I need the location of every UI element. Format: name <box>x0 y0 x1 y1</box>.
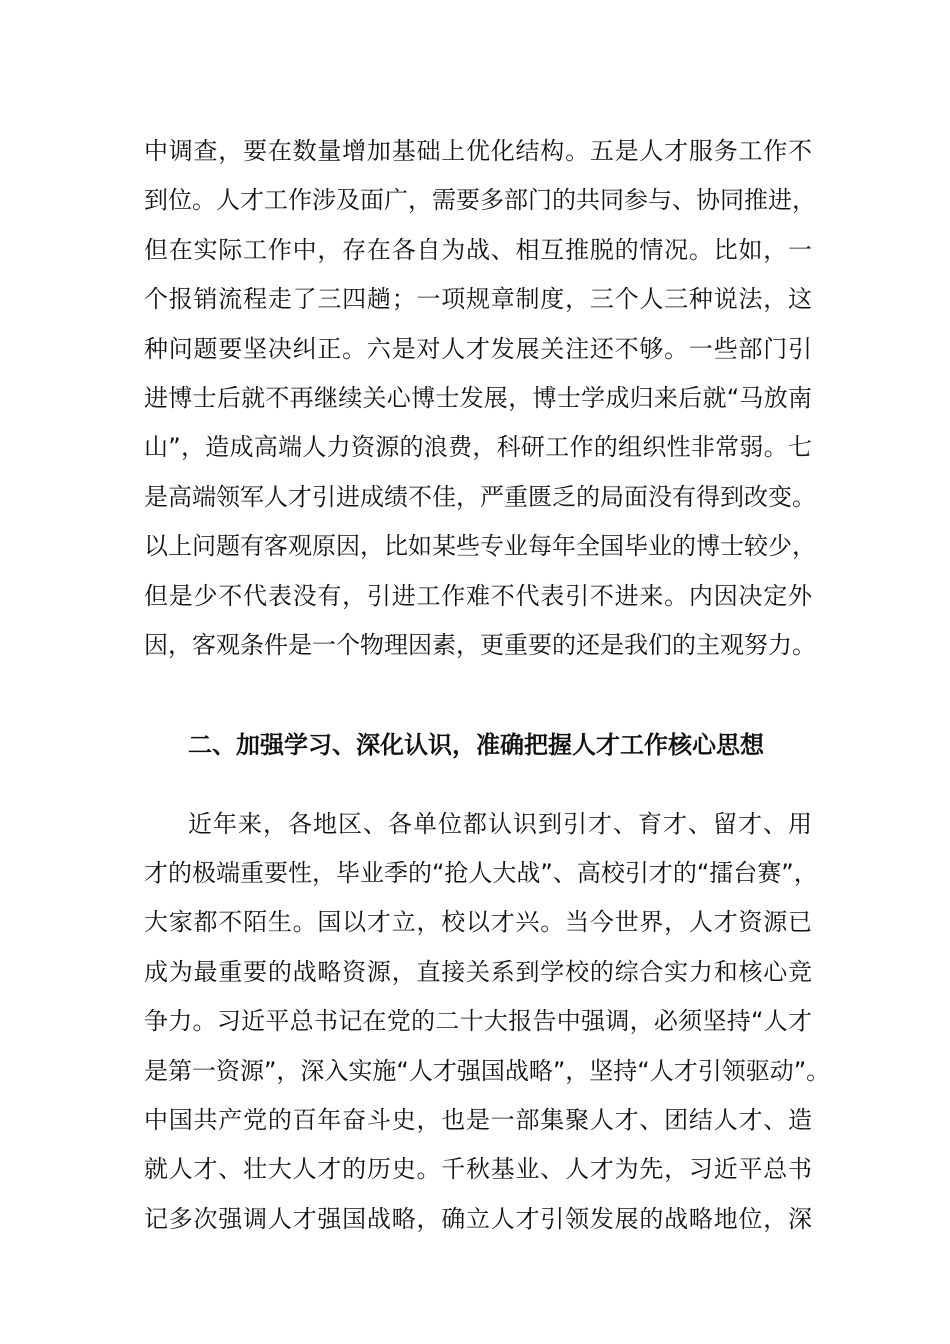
text-line: 成为最重要的战略资源，直接关系到学校的综合实力和核心竞 <box>144 957 812 986</box>
section-heading: 二、加强学习、深化认识，准确把握人才工作核心思想 <box>188 730 764 759</box>
text-line: 以上问题有客观原因，比如某些专业每年全国毕业的博士较少， <box>144 532 816 561</box>
document-body <box>144 127 831 1244</box>
text-line: 但在实际工作中，存在各自为战、相互推脱的情况。比如，一 <box>144 235 812 264</box>
text-line: 是第一资源”，深入实施“人才强国战略”，坚持“人才引领驱动”。 <box>144 1056 831 1085</box>
paragraph-gap <box>144 670 812 719</box>
text-line: 争力。习近平总书记在党的二十大报告中强调，必须坚持“人才 <box>144 1007 812 1036</box>
text-line: 进博士后就不再继续关心博士发展，博士学成归来后就“马放南 <box>144 383 812 412</box>
text-line: 种问题要坚决纠正。六是对人才发展关注还不够。一些部门引 <box>144 334 812 363</box>
text-line: 个报销流程走了三四趟；一项规章制度，三个人三种说法，这 <box>144 285 812 314</box>
text-line: 到位。人才工作涉及面广，需要多部门的共同参与、协同推进， <box>144 186 816 215</box>
text-line: 但是少不代表没有，引进工作难不代表引不进来。内因决定外 <box>144 581 812 610</box>
text-line: 中调查，要在数量增加基础上优化结构。五是人才服务工作不 <box>144 137 812 165</box>
text-line: 近年来，各地区、各单位都认识到引才、育才、留才、用 <box>188 809 812 838</box>
paragraph-gap <box>144 770 812 800</box>
text-line: 就人才、壮大人才的历史。千秋基业、人才为先，习近平总书 <box>144 1155 812 1184</box>
text-line: 是高端领军人才引进成绩不佳，严重匮乏的局面没有得到改变。 <box>144 482 816 511</box>
text-line: 记多次强调人才强国战略，确立人才引领发展的战略地位，深 <box>144 1204 812 1233</box>
text-line: 才的极端重要性，毕业季的“抢人大战”、高校引才的“擂台赛”， <box>144 859 818 888</box>
text-line: 大家都不陌生。国以才立，校以才兴。当今世界，人才资源已 <box>144 908 812 937</box>
paragraph-problems <box>144 127 816 670</box>
text-line: 山”，造成高端人力资源的浪费，科研工作的组织性非常弱。七 <box>144 433 812 462</box>
paragraph-talent-strategy <box>144 800 831 1245</box>
text-line: 因，客观条件是一个物理因素，更重要的还是我们的主观努力。 <box>144 630 816 659</box>
text-line: 中国共产党的百年奋斗史，也是一部集聚人才、团结人才、造 <box>144 1106 812 1135</box>
